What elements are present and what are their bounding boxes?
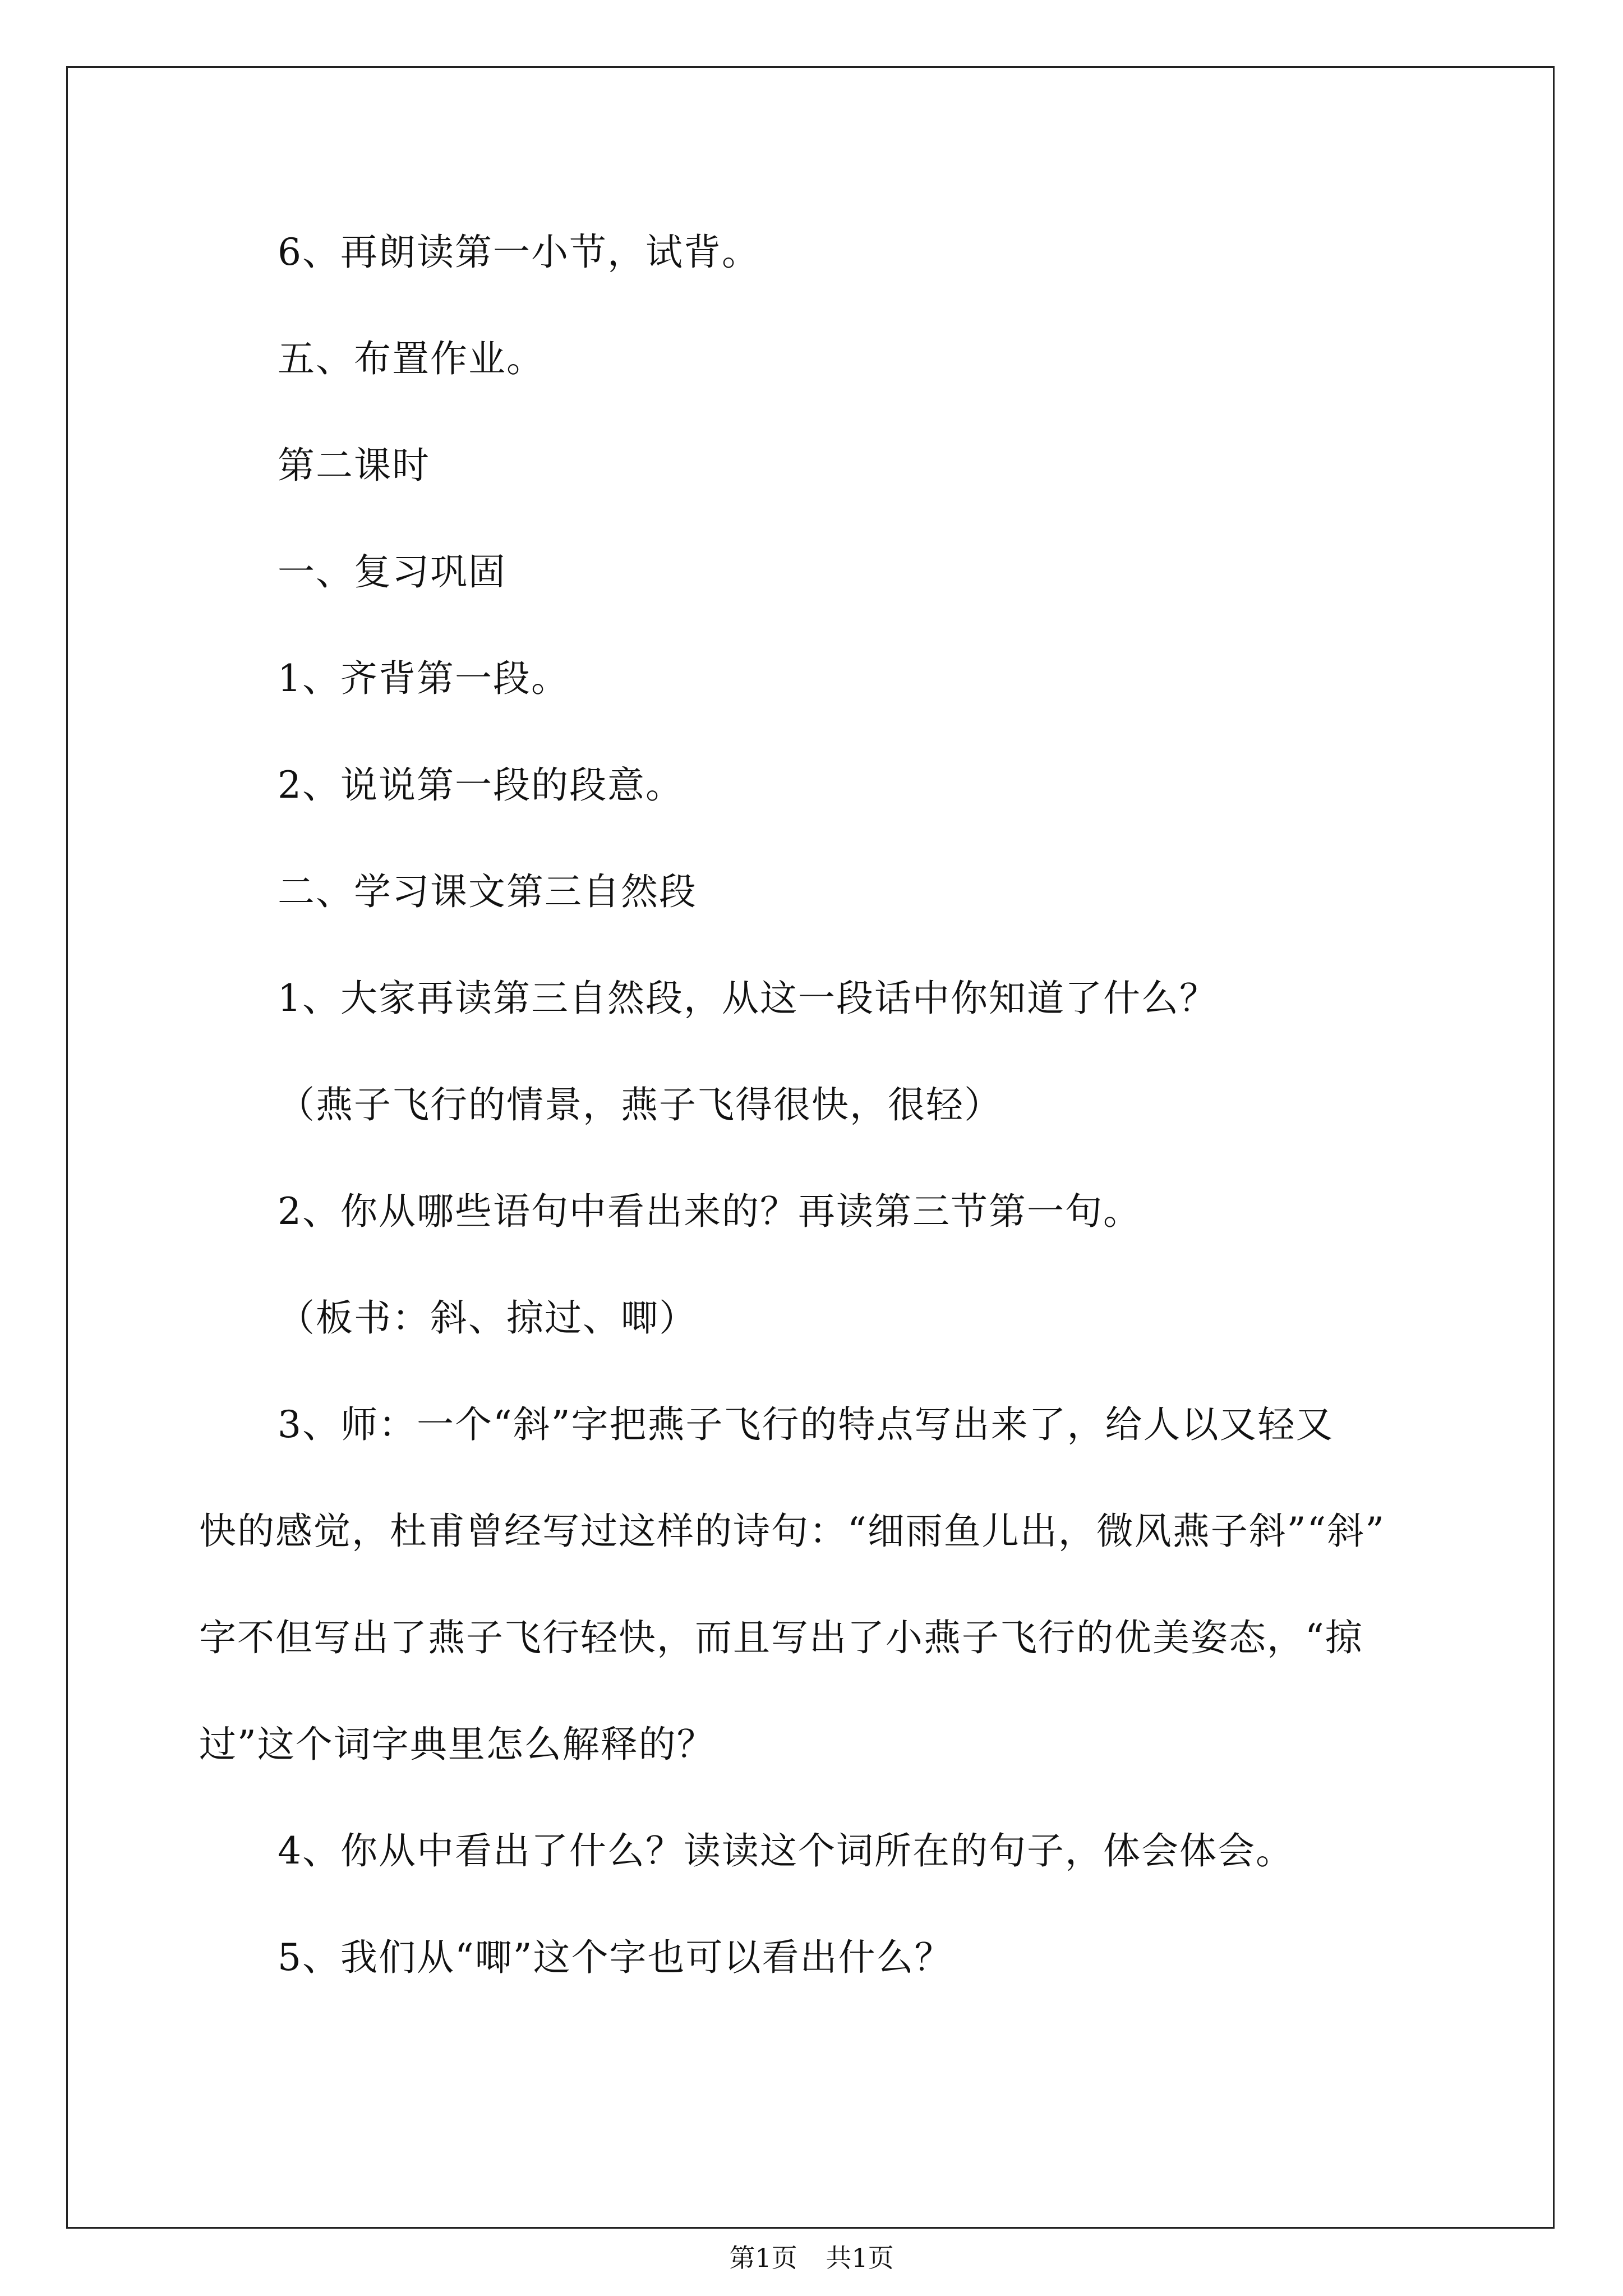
page-total: 共1页 (826, 2243, 894, 2273)
paragraph-line-15: 过”这个词字典里怎么解释的？ (199, 1723, 715, 1766)
paragraph-line-14: 字不但写出了燕子飞行轻快，而且写出了小燕子飞行的优美姿态，“掠 (199, 1616, 1363, 1659)
page-footer (0, 2241, 1623, 2275)
paragraph-line-9: （燕子飞行的情景，燕子飞得很快，很轻） (278, 1083, 1002, 1126)
paragraph-line-6: 2、说说第一段的段意。 (278, 763, 684, 807)
paragraph-line-1: 6、再朗读第一小节，试背。 (278, 231, 760, 274)
paragraph-line-13: 快的感觉，杜甫曾经写过这样的诗句：“细雨鱼儿出，微风燕子斜”“斜” (199, 1510, 1385, 1553)
paragraph-line-7: 二、学习课文第三自然段 (278, 870, 697, 913)
paragraph-line-12: 3、师：一个“斜”字把燕子飞行的特点写出来了，给人以又轻又 (278, 1403, 1334, 1446)
paragraph-line-11: （板书：斜、掠过、唧） (278, 1296, 697, 1340)
paragraph-line-16: 4、你从中看出了什么？读读这个词所在的句子，体会体会。 (278, 1829, 1294, 1872)
paragraph-line-17: 5、我们从“唧”这个字也可以看出什么？ (278, 1936, 953, 1979)
paragraph-line-5: 1、齐背第一段。 (278, 657, 569, 700)
paragraph-line-2: 五、布置作业。 (278, 337, 545, 380)
section-heading: 第二课时 (278, 444, 430, 487)
page-border (66, 66, 1555, 2229)
paragraph-line-10: 2、你从哪些语句中看出来的？再读第三节第一句。 (278, 1190, 1141, 1233)
paragraph-line-4: 一、复习巩固 (278, 550, 506, 593)
paragraph-line-8: 1、大家再读第三自然段，从这一段话中你知道了什么？ (278, 977, 1218, 1020)
page-number: 第1页 (729, 2243, 797, 2273)
